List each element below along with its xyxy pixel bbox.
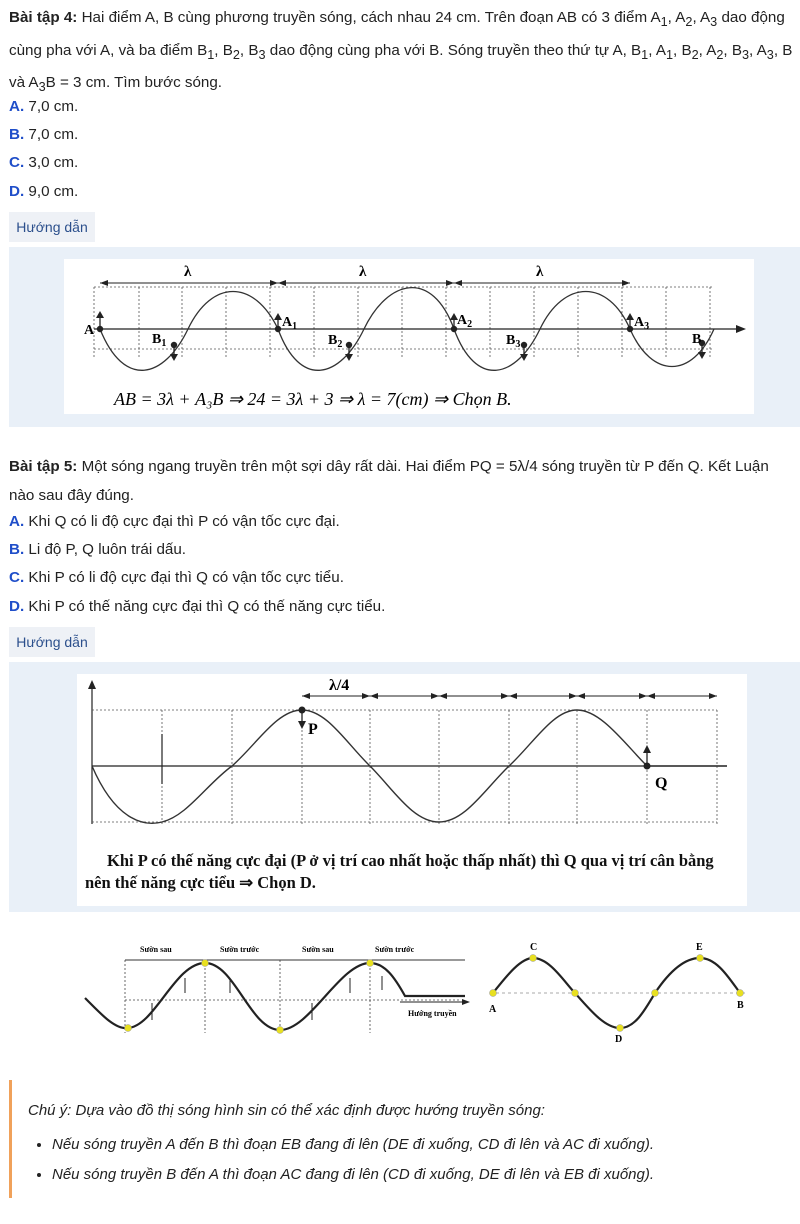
note-item: • Nếu sóng truyền B đến A thì đoạn AC đang đi lên (CD đi xuống, DE đi lên và EB đi xuống). [52, 1160, 792, 1190]
ex5-guide-button[interactable]: Hướng dẫn [9, 627, 95, 657]
direction-label: Hướng truyền [408, 1009, 457, 1018]
point-c: C [530, 942, 538, 953]
ex5-figure-box [9, 662, 800, 912]
ex4-figure [64, 259, 754, 414]
note-item: • Nếu sóng truyền A đến B thì đoạn EB đang đi lên (DE đi xuống, CD đi lên và AC đi xuống). [52, 1130, 792, 1160]
ex5-lambda4: λ/4 [329, 677, 350, 694]
ex4-label-b2: $B_2$ [328, 333, 343, 350]
slope-label-4: Sườn trước [375, 945, 415, 954]
ex4-question: Bài tập 4: Hai điểm A, B cùng phương truyền sóng, cách nhau 24 cm. Trên đoạn AB có 3 điểm $A_1$, $A_2$, $A_3$ dao động cùng pha với A, và ba điểm $B_1$, $B_2$, $B_3$ dao động cùng pha với B. Sóng truyền theo thứ tự A, $B_1$, $A_1$, $B_2$, $A_2$, $B_3$, $A_3$, B và $A_3B = 3$ cm. Tìm bước sóng. [9, 9, 793, 95]
ex5-label-q: Q [655, 775, 668, 792]
ex4-label: Bài tập 4: [9, 9, 78, 26]
ex4-option-b[interactable]: B. 7,0 cm. [9, 126, 79, 143]
note-title: Chú ý: Dựa vào đồ thị sóng hình sin có thể xác định được hướng truyền sóng: [28, 1102, 545, 1119]
ex4-figure-box [9, 247, 800, 427]
ex4-guide-button[interactable]: Hướng dẫn [9, 212, 95, 242]
point-d: D [615, 1034, 623, 1045]
ex4-lambda-3: λ [536, 264, 544, 280]
ex5-option-d[interactable]: D. Khi P có thế năng cực đại thì Q có thế năng cực tiểu. [9, 598, 386, 615]
slope-label-1: Sườn sau [140, 945, 172, 954]
ex4-lambda-2: λ [359, 264, 367, 280]
ex4-label-a2: $A_2$ [457, 313, 473, 330]
ex4-label-a: A [84, 323, 95, 338]
ex5-caption: Khi P có thế năng cực đại (P ở vị trí cao nhất hoặc thấp nhất) thì Q qua vị trí cân bằng nên thế năng cực tiểu ⇒ Chọn D. [85, 851, 714, 892]
ex5-question: Bài tập 5: Một sóng ngang truyền trên một sợi dây rất dài. Hai điểm PQ = 5λ/4 sóng truyền từ P đến Q. Kết Luận nào sau đây đúng. [9, 458, 769, 504]
abcde-wave-figure [485, 938, 765, 1048]
slope-label-2: Sườn trước [220, 945, 260, 954]
point-b: B [737, 1000, 744, 1011]
point-e: E [696, 942, 703, 953]
ex4-wave-diagram [64, 259, 754, 414]
slope-label-3: Sườn sau [302, 945, 334, 954]
ex5-label: Bài tập 5: [9, 458, 78, 475]
ex4-label-b3: $B_3$ [506, 333, 521, 350]
ex4-label-a3: $A_3$ [634, 315, 650, 332]
ex4-formula: AB = 3λ + A₃B ⇒ 24 = 3λ + 3 ⇒ λ = 7(cm) ⇒ Chọn B. [114, 389, 512, 409]
wave-slopes-figure [80, 938, 480, 1048]
ex4-label-a1: $A_1$ [282, 315, 298, 332]
ex5-sine-wave [92, 710, 727, 823]
ex5-option-a[interactable]: A. Khi Q có li độ cực đại thì P có vận tốc cực đại. [9, 513, 340, 530]
ex4-option-a[interactable]: A. 7,0 cm. [9, 98, 79, 115]
note-box [9, 1080, 800, 1198]
ex5-figure [77, 674, 747, 906]
ex4-option-d[interactable]: D. 9,0 cm. [9, 183, 79, 200]
ex4-lambda-1: λ [184, 264, 192, 280]
ex5-option-b[interactable]: B. Li độ P, Q luôn trái dấu. [9, 541, 187, 558]
note-list [24, 1130, 792, 1190]
point-a: A [489, 1004, 497, 1015]
ex5-option-c[interactable]: C. Khi P có li độ cực đại thì Q có vận tốc cực tiểu. [9, 569, 344, 586]
slopes-wave [85, 963, 465, 1030]
ex4-label-b1: $B_1$ [152, 332, 167, 349]
ex4-label-b: B [692, 332, 702, 347]
ex5-label-p: P [308, 721, 318, 738]
ex4-option-c[interactable]: C. 3,0 cm. [9, 154, 79, 171]
